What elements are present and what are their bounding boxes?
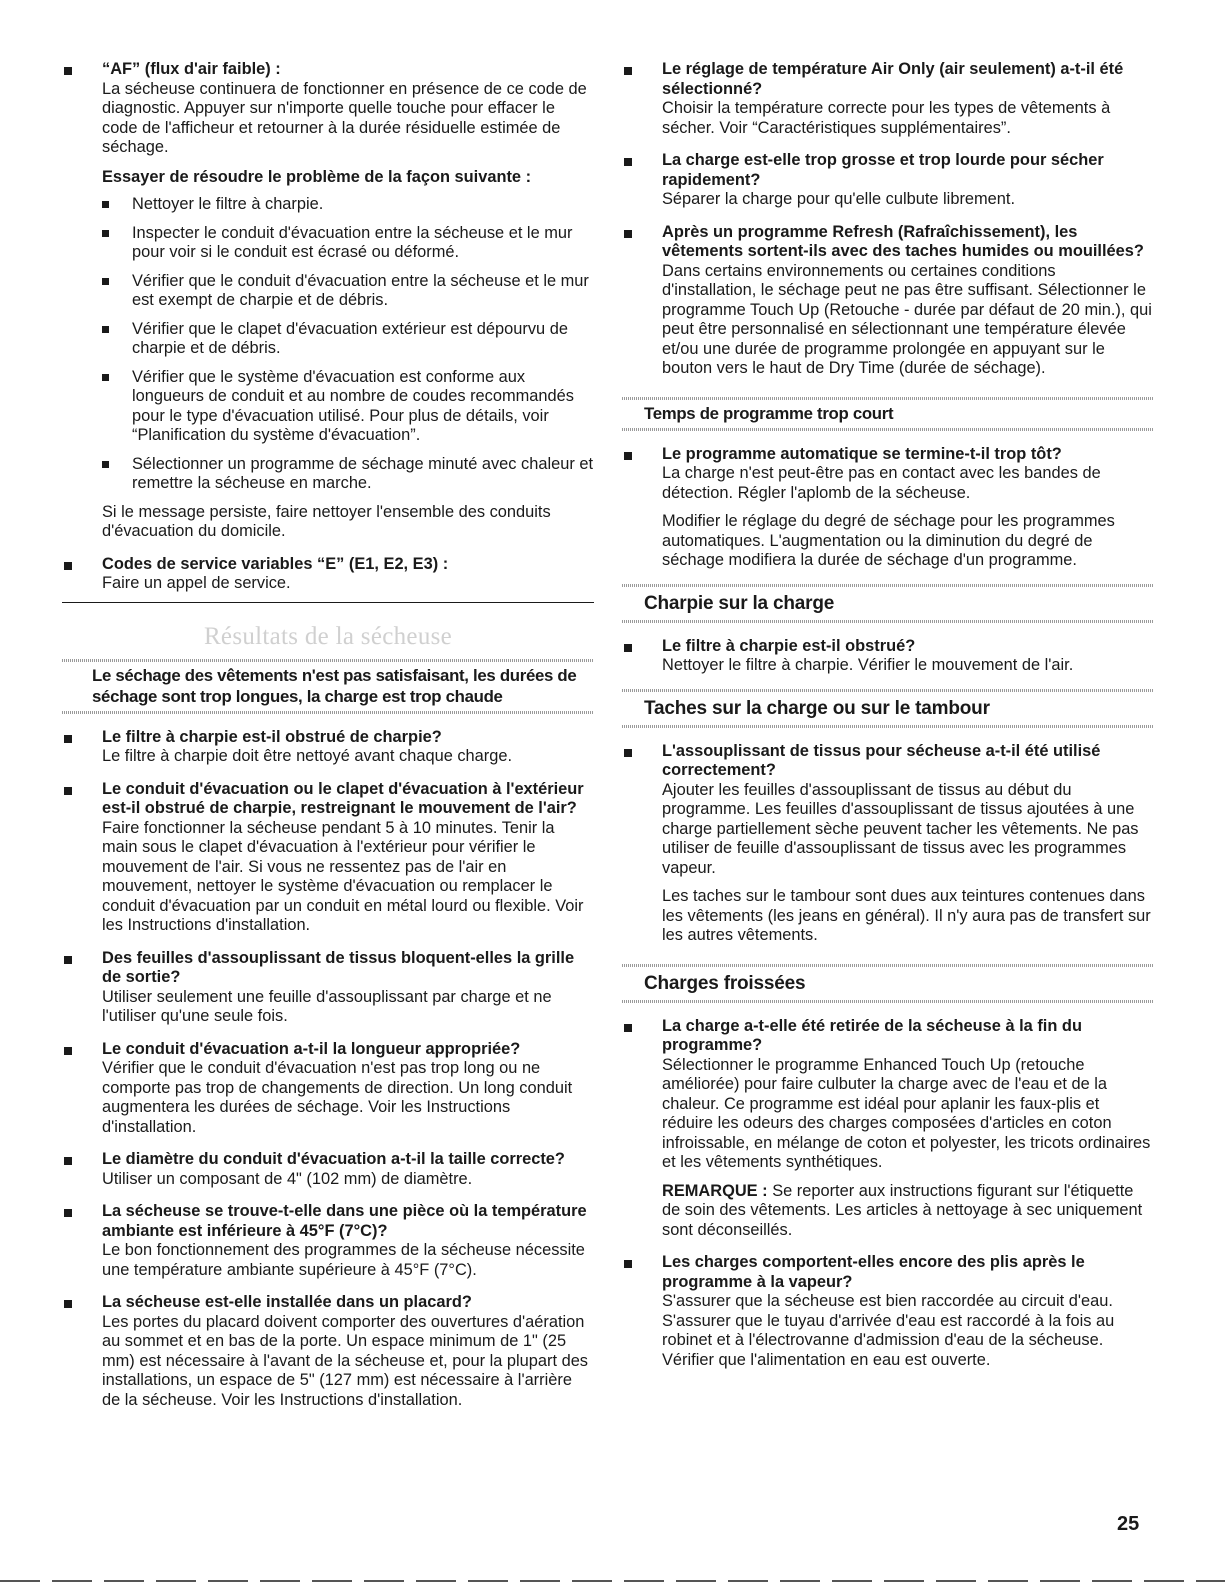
hatch-rule [622, 397, 1154, 400]
bullet-square-icon [624, 1024, 632, 1032]
wrinkled-title: Charges froissées [644, 972, 806, 994]
bullet-square-icon [64, 1300, 72, 1308]
result-answer: Le filtre à charpie doit être nettoyé avant chaque charge. [102, 747, 513, 765]
result-answer: Sélectionner le programme Enhanced Touch Up (retouche améliorée) pour faire culbuter la charge avec de l'eau et de la chaleur. Ce programme est idéal pour aplanir les faux-plis et réduire les odeurs des charges composées d'articles en coton infroissable, en mélange de coton et polyester, les tricots ordinaires et les vêtements synthétiques. [662, 1055, 1151, 1171]
result-item [62, 780, 594, 936]
bullet-square-icon [64, 787, 72, 795]
bullet-square-icon [624, 67, 632, 75]
result-question: La charge a-t-elle été retirée de la sécheuse à la fin du programme? [662, 1016, 1082, 1054]
af-question: “AF” (flux d'air faible) : [102, 60, 281, 78]
result-item [622, 223, 1154, 379]
result-answer: Le bon fonctionnement des programmes de la sécheuse nécessite une température ambiante supérieure à 45°F (7°C). [102, 1241, 585, 1279]
result-item [62, 1293, 594, 1410]
result-paragraph: Les taches sur le tambour sont dues aux teintures contenues dans les vêtements (les jeans en général). Il n'y aura pas de transfert sur les autres vêtements. [662, 887, 1151, 944]
lint-header [622, 584, 1154, 623]
result-answer: Utiliser un composant de 4" (102 mm) de diamètre. [102, 1169, 473, 1188]
result-question: Des feuilles d'assouplissant de tissus bloquent-elles la grille de sortie? [102, 948, 575, 986]
bullet-square-icon [624, 158, 632, 166]
bullet-square-icon [624, 1260, 632, 1268]
wrinkled-item [622, 1253, 1154, 1370]
result-item [622, 60, 1154, 138]
codes-item [62, 555, 594, 594]
hatch-rule [622, 725, 1154, 728]
result-item [62, 728, 594, 767]
af-step: Sélectionner un programme de séchage minuté avec chaleur et remettre la sécheuse en marche. [102, 455, 594, 494]
bullet-square-icon [624, 644, 632, 652]
result-answer: Ajouter les feuilles d'assouplissant de tissus au début du programme. Les feuilles d'assouplissant de tissus ajoutées à une charge partiellement sèche peuvent tacher les vêtements. Ne pas utiliser de feuille d'assouplissant de tissus avec les programmes vapeur. [662, 780, 1139, 877]
result-question: Le filtre à charpie est-il obstrué? [662, 636, 916, 655]
page-number: 25 [1117, 1513, 1140, 1535]
short-cycle-item [622, 445, 1154, 571]
result-question: Le diamètre du conduit d'évacuation a-t-il la taille correcte? [102, 1150, 565, 1168]
wrinkled-item [622, 1017, 1154, 1241]
hatch-rule [622, 428, 1154, 431]
result-paragraph: Modifier le réglage du degré de séchage pour les programmes automatiques. L'augmentation ou la diminution du degré de séchage modifiera la durée de séchage d'un programme. [662, 512, 1115, 569]
result-question: La charge est-elle trop grosse et trop lourde pour sécher rapidement? [662, 151, 1104, 189]
bullet-square-icon [102, 326, 109, 333]
af-step: Vérifier que le clapet d'évacuation extérieur est dépourvu de charpie et de débris. [102, 320, 594, 359]
af-step: Inspecter le conduit d'évacuation entre la sécheuse et le mur pour voir si le conduit est écrasé ou déformé. [102, 224, 594, 263]
section-divider [62, 602, 594, 603]
hatch-rule [62, 711, 594, 714]
bullet-square-icon [64, 1157, 72, 1165]
result-answer: S'assurer que la sécheuse est bien raccordée au circuit d'eau. S'assurer que le tuyau d'arrivée d'eau est raccordé à la fois au robinet et à l'électrovanne d'admission d'eau de la sécheuse. Vérifier que l'alimentation en eau est ouverte. [662, 1292, 1115, 1369]
stains-header [622, 689, 1154, 728]
section-banner: Résultats de la sécheuse [203, 622, 453, 650]
result-question: Les charges comportent-elles encore des plis après le programme à la vapeur? [662, 1253, 1085, 1291]
result-answer: Les portes du placard doivent comporter des ouvertures d'aération au sommet et en bas de la porte. Un espace minimum de 1" (25 mm) est nécessaire à l'avant de la sécheuse et, pour la plupart des installations, un espace de 5" (127 mm) est nécessaire à l'arrière de la sécheuse. Voir les Instructions d'installation. [102, 1312, 589, 1409]
af-step: Nettoyer le filtre à charpie. [102, 195, 594, 215]
af-step: Vérifier que le système d'évacuation est conforme aux longueurs de conduit et au nombre de coudes recommandés pour le type d'évacuation utilisé. Pour plus de détails, voir “Planification du système d'évacuation”. [102, 368, 594, 446]
hatch-rule [62, 659, 594, 662]
bullet-square-icon [102, 374, 109, 381]
bullet-square-icon [64, 67, 72, 75]
bullet-square-icon [624, 749, 632, 757]
result-item [62, 949, 594, 1027]
bullet-square-icon [102, 461, 109, 468]
lint-item [622, 637, 1154, 676]
bullet-square-icon [64, 562, 72, 570]
result-question: L'assouplissant de tissus pour sécheuse a-t-il été utilisé correctement? [662, 741, 1101, 779]
wrinkled-header [622, 964, 1154, 1003]
bullet-square-icon [64, 735, 72, 743]
hatch-rule [622, 964, 1154, 967]
result-question: La sécheuse se trouve-t-elle dans une pièce où la température ambiante est inférieure à 45°F (7°C)? [102, 1202, 587, 1240]
wrinkled-note [662, 1182, 1154, 1241]
af-item [62, 60, 594, 542]
stains-item [622, 742, 1154, 946]
codes-question: Codes de service variables “E” (E1, E2, E3) : [102, 554, 449, 573]
result-answer: Dans certains environnements ou certaines conditions d'installation, le séchage peut ne pas être suffisant. Sélectionner le programme Touch Up (Retouche - durée par défaut de 20 min.), qui peut être personnalisé en sélectionnant une température élevée et/ou une durée de programme prolongée en appuyant sur le bouton vers le haut de Dry Time (durée de séchage). [662, 261, 1152, 377]
bullet-square-icon [102, 278, 109, 285]
result-question: Le conduit d'évacuation a-t-il la longueur appropriée? [102, 1039, 521, 1058]
right-column [622, 60, 1154, 1383]
bullet-square-icon [102, 201, 109, 208]
af-step: Vérifier que le conduit d'évacuation entre la sécheuse et le mur est exempt de charpie et de débris. [102, 272, 594, 311]
stains-title: Taches sur la charge ou sur le tambour [644, 697, 990, 719]
footer-dash-rule [0, 1580, 1225, 1582]
af-steps [102, 195, 594, 494]
result-answer: Nettoyer le filtre à charpie. Vérifier le mouvement de l'air. [662, 656, 1074, 674]
result-answer: Vérifier que le conduit d'évacuation n'est pas trop long ou ne comporte pas trop de changements de direction. Un long conduit augmentera les durées de séchage. Voir les Instructions d'installation. [102, 1059, 573, 1136]
results-section-header [62, 659, 594, 714]
lint-title: Charpie sur la charge [644, 592, 835, 614]
result-answer: Séparer la charge pour qu'elle culbute librement. [662, 190, 1016, 208]
codes-answer: Faire un appel de service. [102, 574, 291, 592]
note-label: REMARQUE : [662, 1181, 768, 1200]
result-answer: Faire fonctionner la sécheuse pendant 5 à 10 minutes. Tenir la main sous le clapet d'évacuation à l'extérieur pour vérifier le mouvement de l'air. Si vous ne ressentez pas de l'air en mouvement, nettoyer le système d'évacuation ou remplacer le conduit d'évacuation par un conduit en métal lourd ou flexible. Voir les Instructions d'installation. [102, 818, 584, 934]
bullet-square-icon [624, 230, 632, 238]
result-item [62, 1040, 594, 1138]
af-after: Si le message persiste, faire nettoyer l'ensemble des conduits d'évacuation du domicile. [102, 502, 551, 540]
result-question: La sécheuse est-elle installée dans un placard? [102, 1293, 472, 1311]
result-item [62, 1150, 594, 1189]
hatch-rule [622, 584, 1154, 587]
left-column [62, 60, 594, 1423]
bullet-square-icon [64, 1209, 72, 1217]
short-cycle-header [622, 397, 1154, 431]
result-answer: Utiliser seulement une feuille d'assouplissant par charge et ne l'utiliser qu'une seule fois. [102, 987, 552, 1025]
hatch-rule [622, 689, 1154, 692]
result-item [622, 151, 1154, 210]
bullet-square-icon [102, 230, 109, 237]
note-text: Se reporter aux instructions figurant sur l'étiquette de soin des vêtements. Les articles à nettoyage à sec uniquement sont déconseillés. [662, 1181, 1143, 1239]
result-answer: Choisir la température correcte pour les types de vêtements à sécher. Voir “Caractéristiques supplémentaires”. [662, 99, 1111, 137]
result-question: Le conduit d'évacuation ou le clapet d'évacuation à l'extérieur est-il obstrué de charpie, restreignant le mouvement de l'air? [102, 779, 584, 817]
result-item [62, 1202, 594, 1280]
bullet-square-icon [64, 1047, 72, 1055]
bullet-square-icon [64, 956, 72, 964]
af-answer: La sécheuse continuera de fonctionner en présence de ce code de diagnostic. Appuyer sur n'importe quelle touche pour effacer le code de l'afficheur et retourner à la durée résiduelle estimée de séchage. [102, 79, 587, 156]
result-question: Après un programme Refresh (Rafraîchissement), les vêtements sortent-ils avec des taches humides ou mouillées? [662, 222, 1144, 260]
short-cycle-title: Temps de programme trop court [644, 403, 894, 423]
results-section-title: Le séchage des vêtements n'est pas satisfaisant, les durées de séchage sont trop longues, la charge est trop chaude [92, 665, 577, 706]
af-subhead: Essayer de résoudre le problème de la façon suivante : [102, 167, 532, 186]
hatch-rule [622, 620, 1154, 623]
result-question: Le filtre à charpie est-il obstrué de charpie? [102, 727, 442, 746]
result-question: Le réglage de température Air Only (air seulement) a-t-il été sélectionné? [662, 60, 1124, 98]
result-answer: La charge n'est peut-être pas en contact avec les bandes de détection. Régler l'aplomb de la sécheuse. [662, 464, 1101, 502]
result-question: Le programme automatique se termine-t-il trop tôt? [662, 444, 1062, 463]
bullet-square-icon [624, 452, 632, 460]
hatch-rule [622, 1000, 1154, 1003]
